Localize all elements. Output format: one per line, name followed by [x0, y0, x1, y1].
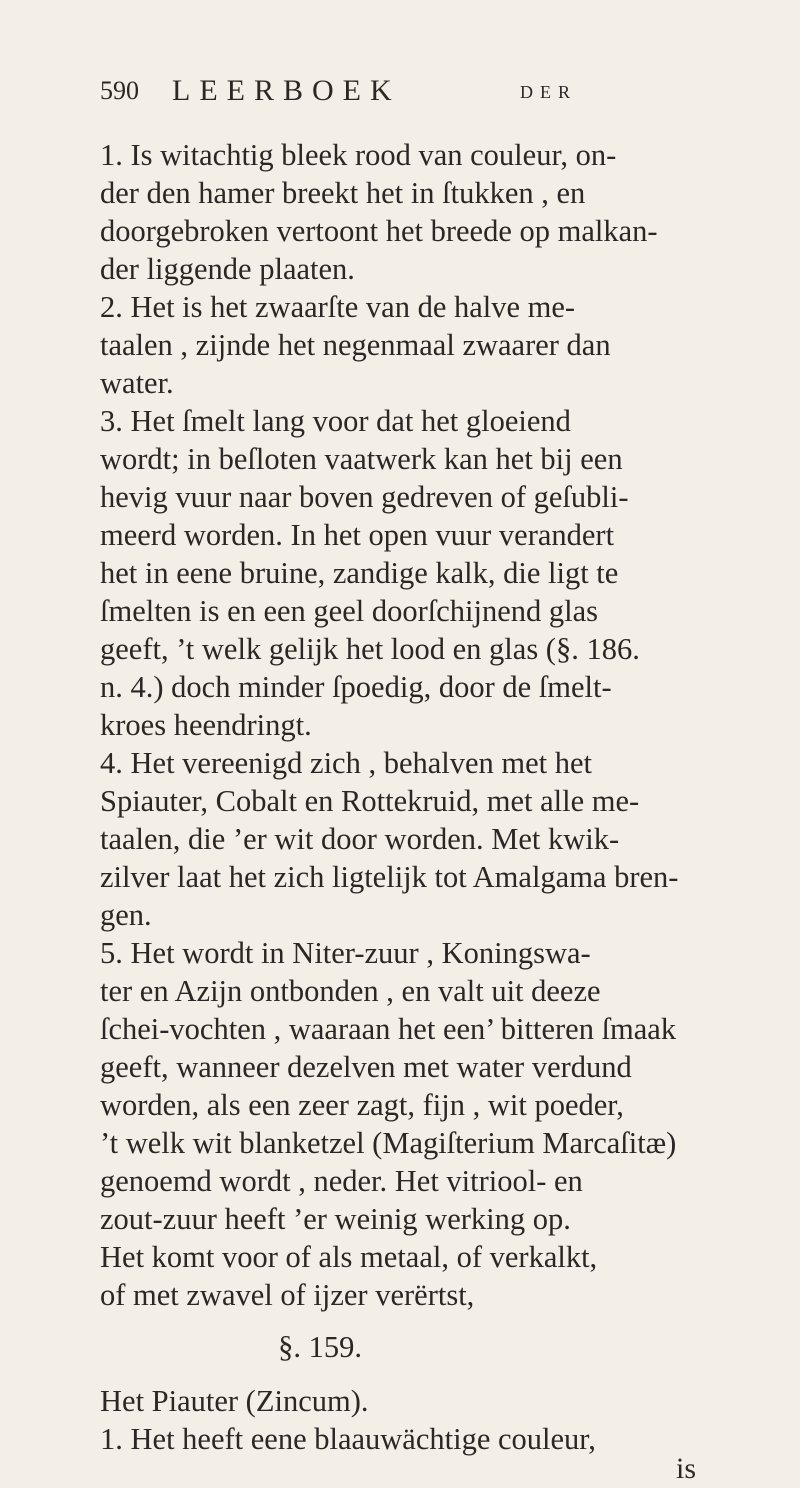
page-header: [100, 76, 720, 116]
text-line: ’t welk wit blanketzel (Magiſterium Marcaſitæ): [100, 1126, 677, 1160]
text-line: meerd worden. In het open vuur verandert: [100, 518, 615, 552]
text-line: 1. Is witachtig bleek rood van couleur, on-: [100, 138, 617, 172]
text-line: der den hamer breekt het in ſtukken , en: [100, 176, 586, 210]
text-line: 2. Het is het zwaarſte van de halve me-: [100, 290, 576, 324]
text-line: of met zwavel of ijzer verërtst,: [100, 1278, 475, 1312]
text-line: genoemd wordt , neder. Het vitriool- en: [100, 1164, 583, 1198]
text-line: 3. Het ſmelt lang voor dat het gloeiend: [100, 404, 571, 438]
text-line: 1. Het heeft eene blaauwächtige couleur,: [100, 1422, 596, 1456]
text-line: zout-zuur heeft ’er weinig werking op.: [100, 1202, 571, 1236]
text-line: Het komt voor of als metaal, of verkalkt,: [100, 1240, 598, 1274]
text-line: n. 4.) doch minder ſpoedig, door de ſmelt-: [100, 670, 612, 704]
text-line: ſmelten is en een geel doorſchijnend glas: [100, 594, 599, 628]
text-line: water.: [100, 366, 174, 400]
catchword: is: [676, 1452, 697, 1485]
text-line: kroes heendringt.: [100, 708, 312, 742]
text-line: geeft, wanneer dezelven met water verdund: [100, 1050, 632, 1084]
running-title-suffix: DER: [520, 82, 577, 102]
text-line: 4. Het vereenigd zich , behalven met het: [100, 746, 593, 780]
text-line: doorgebroken vertoont het breede op malkan-: [100, 214, 658, 248]
section-title: Het Piauter (Zincum).: [100, 1384, 369, 1418]
text-line: zilver laat het zich ligtelijk tot Amalgama bren-: [100, 860, 679, 894]
text-line: worden, als een zeer zagt, fijn , wit poeder,: [100, 1088, 624, 1122]
page-number: 590: [100, 76, 139, 105]
text-line: geeft, ’t welk gelijk het lood en glas (§. 186.: [100, 632, 640, 666]
text-line: 5. Het wordt in Niter-zuur , Koningswa-: [100, 936, 591, 970]
running-title: LEERBOEK: [172, 74, 401, 107]
text-line: hevig vuur naar boven gedreven of geſubli-: [100, 480, 629, 514]
text-line: het in eene bruine, zandige kalk, die ligt te: [100, 556, 619, 590]
text-line: ter en Azijn ontbonden , en valt uit deeze: [100, 974, 601, 1008]
text-line: Spiauter, Cobalt en Rottekruid, met alle me-: [100, 784, 640, 818]
text-line: wordt; in beſloten vaatwerk kan het bij een: [100, 442, 623, 476]
text-line: taalen, die ’er wit door worden. Met kwik-: [100, 822, 620, 856]
text-line: der liggende plaaten.: [100, 252, 355, 286]
section-heading: §. 159.: [278, 1330, 362, 1364]
text-line: ſchei-vochten , waaraan het een’ bitteren ſmaak: [100, 1012, 677, 1046]
text-line: taalen , zijnde het negenmaal zwaarer dan: [100, 328, 611, 362]
text-line: gen.: [100, 898, 152, 932]
